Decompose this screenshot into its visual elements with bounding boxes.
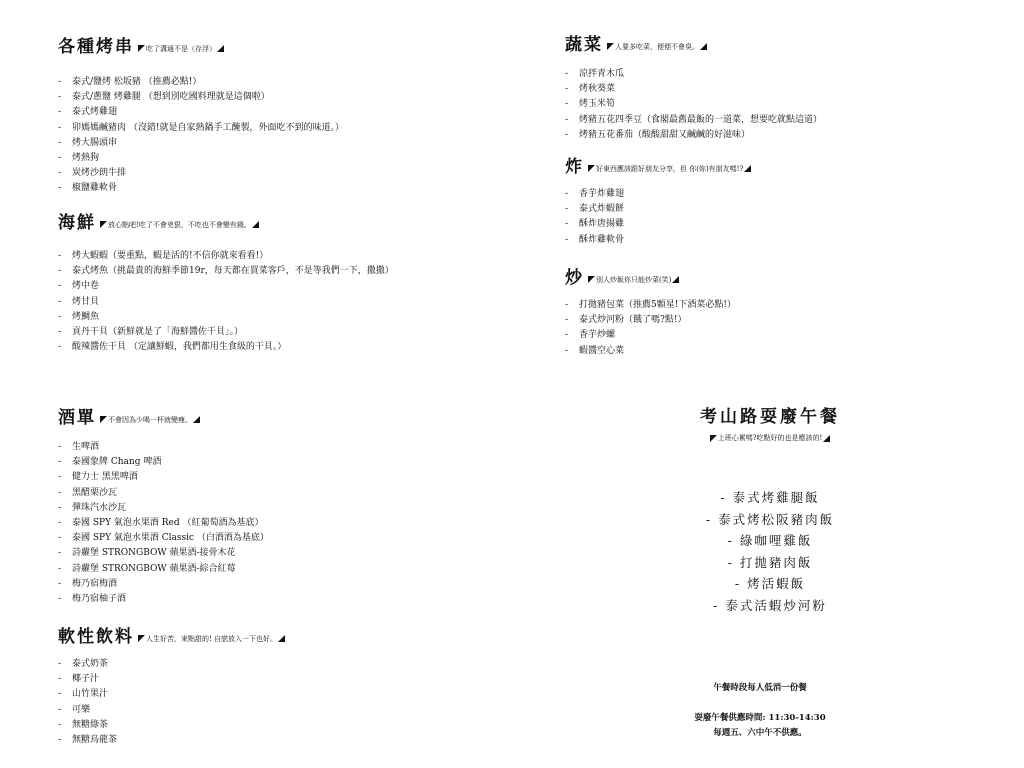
- bullet-dash: -: [58, 296, 62, 307]
- bullet-dash: -: [58, 311, 62, 322]
- menu-item: [58, 249, 394, 264]
- menu-item-label: 泰式炒河粉（餓了嗎?點!）: [579, 315, 687, 326]
- veg-section: [565, 30, 822, 143]
- lunch-item: - 泰式活蝦炒河粉: [713, 597, 827, 613]
- menu-item: [58, 121, 344, 136]
- menu-item: [58, 310, 394, 325]
- menu-item-label: 酥炸雞軟骨: [579, 234, 625, 245]
- triangle-left-icon: [138, 45, 145, 52]
- triangle-right-icon: [252, 221, 259, 228]
- menu-item-label: 打拋豬包菜（推薦5顆星!下酒菜必點!）: [579, 300, 736, 310]
- lunch-item: - 泰式烤雞腿飯: [720, 490, 820, 505]
- menu-item-label: 泰式奶茶: [72, 659, 109, 669]
- menu-item-label: 椰子汁: [72, 674, 100, 685]
- grill-header: [58, 32, 344, 57]
- menu-item: [58, 181, 344, 196]
- menu-item-label: 蝦醬空心菜: [579, 345, 625, 356]
- menu-item-label: 烤玉米筍: [579, 99, 616, 110]
- menu-item: [58, 470, 269, 485]
- menu-item-label: 烤鯛魚: [72, 311, 100, 322]
- stirfry-header: [565, 263, 736, 288]
- menu-item: [58, 531, 269, 546]
- bullet-dash: -: [58, 502, 62, 513]
- menu-item-label: 烤甘貝: [72, 296, 100, 307]
- triangle-left-icon: [138, 635, 145, 642]
- menu-item: [565, 97, 822, 112]
- bullet-dash: -: [58, 548, 62, 559]
- menu-item-label: 無糖綠茶: [72, 719, 109, 730]
- stirfry-list: [565, 298, 736, 359]
- bullet-dash: -: [58, 487, 62, 498]
- bullet-dash: -: [565, 330, 569, 341]
- menu-item-label: 卯媽媽鹹豬肉 （沒錯!就是自家熱鍋手工醃製，外面吃不到的味道。）: [72, 122, 344, 133]
- triangle-right-icon: [744, 165, 751, 172]
- grill-section: [58, 32, 344, 197]
- menu-item: [58, 733, 285, 748]
- menu-item-label: 貢丹干貝（新鮮就是了「海鮮醬佐干貝」。）: [72, 326, 244, 337]
- triangle-left-icon: [588, 165, 595, 172]
- menu-item: [58, 657, 285, 672]
- menu-item: [58, 486, 269, 501]
- menu-item: [58, 90, 344, 105]
- menu-item: [565, 128, 822, 143]
- menu-item-label: 泰式/蔥鹽 烤雞腿 （想到別吃國料理就是這個啦）: [72, 92, 270, 103]
- stirfry-title: 炒: [565, 268, 584, 288]
- menu-item: [58, 105, 344, 120]
- lunch-item: - 烤活蝦飯: [734, 576, 806, 592]
- bullet-dash: -: [58, 281, 62, 292]
- soft-list: [58, 657, 285, 748]
- menu-item-label: 酸辣醬佐干貝 （定讓鮮蝦，我們都用生食級的干貝。）: [72, 342, 287, 353]
- menu-item-label: 泰式烤雞翅: [72, 107, 118, 118]
- menu-item-label: 詩蘿堡 STRONGBOW 蘋果酒-綜合紅莓: [72, 563, 236, 574]
- menu-item: [565, 67, 822, 82]
- fried-note: 好東西應該跟好朋友分享，但 你(妳)有朋友嗎!?: [588, 164, 751, 174]
- menu-item: [565, 344, 736, 359]
- fried-list: [565, 187, 751, 248]
- bullet-dash: -: [58, 183, 62, 194]
- triangle-left-icon: [100, 221, 107, 228]
- lunch-item: - 打拋豬肉飯: [727, 554, 813, 570]
- seafood-section: [58, 208, 394, 355]
- seafood-list: [58, 249, 394, 355]
- menu-item: [58, 279, 394, 294]
- menu-item-label: 烤大腸頭串: [72, 137, 118, 148]
- triangle-left-icon: [607, 43, 614, 50]
- menu-item-label: 酥炸唐揚雞: [579, 219, 625, 230]
- bullet-dash: -: [565, 219, 569, 230]
- bullet-dash: -: [58, 533, 62, 544]
- menu-item-label: 可樂: [72, 704, 91, 715]
- bullet-dash: -: [565, 204, 569, 215]
- seafood-title: 海鮮: [58, 213, 96, 233]
- menu-item: [58, 703, 285, 718]
- lunch-title: 考山路耍廢午餐: [700, 407, 840, 427]
- menu-item: [58, 672, 285, 687]
- seafood-note: 放心點吧!吃了不會兇狠，不吃也不會變有錢。: [100, 220, 259, 230]
- menu-item: [565, 113, 822, 128]
- veg-list: [565, 67, 822, 143]
- drinks-note: 不會因為少喝一杯就變瘦。: [100, 415, 200, 425]
- bullet-dash: -: [58, 107, 62, 118]
- bullet-dash: -: [58, 122, 62, 133]
- menu-item: [58, 516, 269, 531]
- soft-title: 軟性飲料: [58, 627, 134, 647]
- menu-item-label: 泰國象牌 Chang 啤酒: [72, 457, 162, 468]
- fried-section: [565, 152, 751, 248]
- bullet-dash: -: [58, 719, 62, 730]
- fried-header: [565, 152, 751, 177]
- bullet-dash: -: [58, 442, 62, 452]
- bullet-dash: -: [565, 69, 569, 79]
- lunch-closed-days: 每週五、六中午不供應。: [713, 728, 807, 738]
- menu-item-label: 泰式/鹽烤 松坂豬 （推薦必點!）: [72, 77, 202, 87]
- menu-item: [58, 455, 269, 470]
- menu-item-label: 無糖烏龍茶: [72, 734, 118, 745]
- soft-header: [58, 622, 285, 647]
- menu-item-label: 彈珠汽水沙瓦: [72, 502, 127, 513]
- bullet-dash: -: [58, 659, 62, 669]
- menu-item: [565, 233, 751, 248]
- seafood-header: [58, 208, 394, 233]
- lunch-min-charge: 午餐時段每人低消一份餐: [713, 683, 807, 693]
- menu-item-label: 泰式烤魚（挑最貴的海鮮季節19r，每天都在買菜客戶，不是等我們一下，撒撒）: [72, 266, 394, 277]
- stirfry-note: 別人炒飯你只能炒菜(笑): [588, 275, 679, 285]
- veg-title: 蔬菜: [565, 35, 603, 55]
- menu-item-label: 泰國 SPY 氣泡水果酒 Red （紅葡萄酒為基底）: [72, 517, 264, 528]
- menu-item: [58, 151, 344, 166]
- menu-item-label: 烤豬五花番茄（酸酸甜甜又鹹鹹的好滋味）: [579, 129, 751, 140]
- soft-note: 人生好苦，來點甜的! 自戀放入一下也好。: [138, 634, 285, 644]
- drinks-title: 酒單: [58, 408, 96, 428]
- menu-item-label: 梅乃宿梅酒: [72, 578, 118, 589]
- lunch-item: - 泰式烤松阪豬肉飯: [705, 511, 835, 527]
- bullet-dash: -: [565, 234, 569, 245]
- bullet-dash: -: [565, 99, 569, 110]
- menu-item: [565, 202, 751, 217]
- menu-item: [58, 166, 344, 181]
- menu-item: [565, 328, 736, 343]
- lunch-hours: 耍廢午餐供應時間: 11:30-14:30: [694, 713, 826, 723]
- bullet-dash: -: [58, 152, 62, 163]
- menu-item-label: 香芋炸雞翅: [579, 189, 625, 199]
- lunch-item: - 綠咖哩雞飯: [727, 533, 813, 549]
- menu-item: [58, 440, 269, 455]
- bullet-dash: -: [58, 689, 62, 700]
- bullet-dash: -: [58, 734, 62, 745]
- menu-item: [58, 75, 344, 90]
- triangle-right-icon: [278, 635, 285, 642]
- menu-item-label: 泰式炸蝦餅: [579, 204, 625, 215]
- menu-item: [58, 295, 394, 310]
- stirfry-section: [565, 263, 736, 359]
- bullet-dash: -: [565, 129, 569, 140]
- soft-section: [58, 622, 285, 748]
- menu-item: [58, 577, 269, 592]
- menu-item-label: 泰國 SPY 氣泡水果酒 Classic （白酒酒為基底）: [72, 533, 269, 544]
- bullet-dash: -: [58, 137, 62, 148]
- menu-item-label: 山竹果汁: [72, 689, 109, 700]
- menu-item: [58, 546, 269, 561]
- triangle-right-icon: [193, 416, 200, 423]
- fried-title: 炸: [565, 157, 584, 177]
- bullet-dash: -: [565, 84, 569, 95]
- menu-item: [565, 217, 751, 232]
- menu-item: [58, 340, 394, 355]
- bullet-dash: -: [58, 266, 62, 277]
- menu-item-label: 烤秋葵菜: [579, 84, 616, 95]
- menu-item: [565, 82, 822, 97]
- menu-item-label: 炭烤沙朗牛排: [72, 168, 127, 179]
- bullet-dash: -: [58, 593, 62, 604]
- grill-note: 吃了溝通不是（存浮）: [138, 44, 224, 54]
- menu-item-label: 椒鹽雞軟骨: [72, 183, 118, 194]
- menu-item-label: 健力士 黑黑啤酒: [72, 472, 138, 483]
- triangle-right-icon: [823, 435, 830, 442]
- menu-item: [565, 298, 736, 313]
- grill-list: [58, 75, 344, 197]
- veg-note: 人要多吃菜，便便不會臭。: [607, 42, 707, 52]
- bullet-dash: -: [565, 300, 569, 310]
- menu-item: [565, 187, 751, 202]
- bullet-dash: -: [58, 704, 62, 715]
- bullet-dash: -: [565, 114, 569, 125]
- bullet-dash: -: [58, 251, 62, 261]
- menu-item: [58, 562, 269, 577]
- bullet-dash: -: [58, 563, 62, 574]
- menu-item: [58, 718, 285, 733]
- veg-header: [565, 30, 822, 55]
- drinks-section: [58, 403, 269, 607]
- triangle-left-icon: [100, 416, 107, 423]
- lunch-list: [670, 487, 870, 617]
- triangle-right-icon: [700, 43, 707, 50]
- menu-item-label: 烤豬五花四季豆（食閣最舊最飯的一道菜，想要吃就點這道）: [579, 114, 823, 125]
- triangle-left-icon: [588, 276, 595, 283]
- menu-item: [58, 687, 285, 702]
- menu-item: [58, 325, 394, 340]
- menu-item: [58, 264, 394, 279]
- bullet-dash: -: [58, 342, 62, 353]
- bullet-dash: -: [58, 517, 62, 528]
- menu-item-label: 黑醋栗沙瓦: [72, 487, 118, 498]
- triangle-right-icon: [217, 45, 224, 52]
- menu-item-label: 涼拌青木瓜: [579, 69, 625, 79]
- bullet-dash: -: [58, 326, 62, 337]
- lunch-section: [670, 402, 870, 617]
- bullet-dash: -: [58, 77, 62, 87]
- bullet-dash: -: [565, 345, 569, 356]
- menu-item: [565, 313, 736, 328]
- menu-item-label: 烤中卷: [72, 281, 100, 292]
- menu-item-label: 烤熱狗: [72, 152, 100, 163]
- menu-item: [58, 592, 269, 607]
- bullet-dash: -: [58, 578, 62, 589]
- menu-item: [58, 501, 269, 516]
- bullet-dash: -: [58, 457, 62, 468]
- bullet-dash: -: [58, 674, 62, 685]
- bullet-dash: -: [565, 315, 569, 326]
- triangle-right-icon: [672, 276, 679, 283]
- menu-item-label: 烤大蝦蝦（要重點，蝦是活的!不信你就來看看!）: [72, 251, 269, 261]
- triangle-left-icon: [710, 435, 717, 442]
- lunch-note: 上班心累嗎?吃點好的也是應該的!: [670, 433, 870, 443]
- menu-item-label: 詩蘿堡 STRONGBOW 蘋果酒-接骨木花: [72, 548, 236, 559]
- bullet-dash: -: [58, 472, 62, 483]
- menu-item-label: 梅乃宿柚子酒: [72, 593, 127, 604]
- grill-title: 各種烤串: [58, 37, 134, 57]
- bullet-dash: -: [565, 189, 569, 199]
- menu-item: [58, 136, 344, 151]
- menu-item-label: 生啤酒: [72, 442, 100, 452]
- menu-item-label: 香芋炒螺: [579, 330, 616, 341]
- bullet-dash: -: [58, 168, 62, 179]
- drinks-header: [58, 403, 269, 428]
- bullet-dash: -: [58, 92, 62, 103]
- drinks-list: [58, 440, 269, 607]
